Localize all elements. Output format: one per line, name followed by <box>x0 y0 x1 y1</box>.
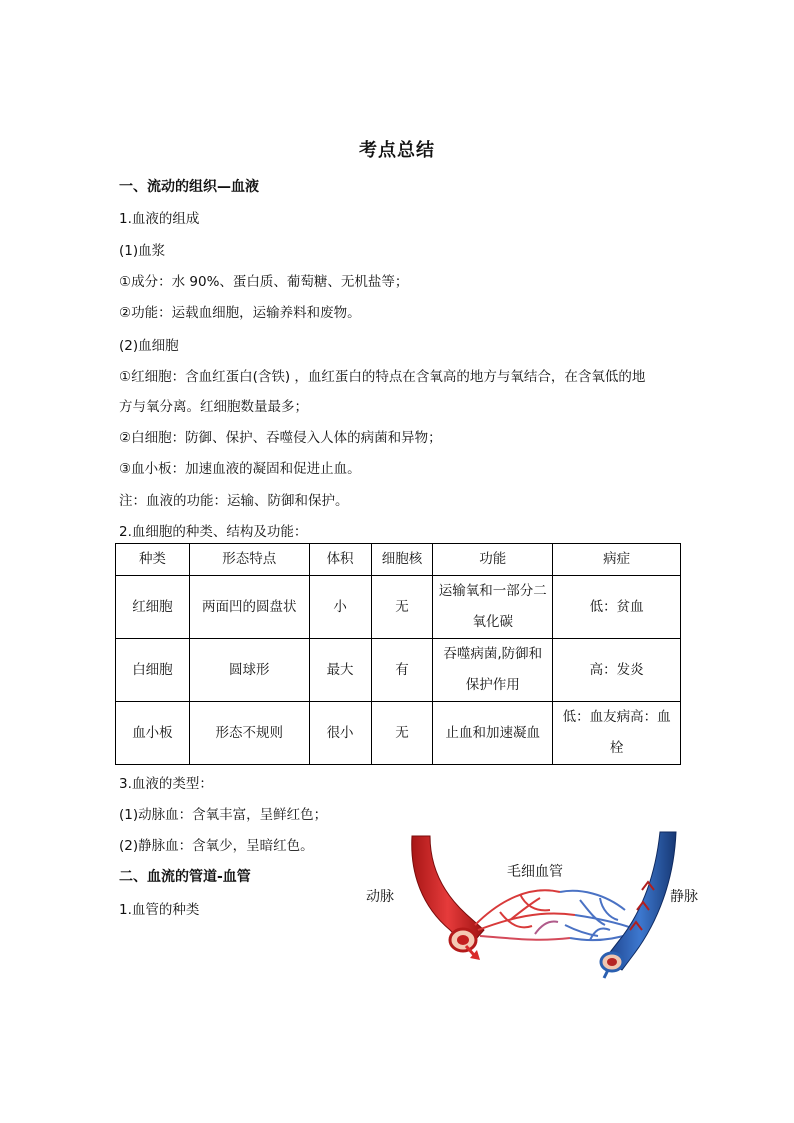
table-header-cell: 细胞核 <box>371 544 433 576</box>
vessel-illustration <box>360 830 705 980</box>
table-header-row <box>116 544 681 576</box>
section2-heading: 二、血流的管道-血管 <box>119 869 251 885</box>
artery-label: 动脉 <box>366 889 394 905</box>
table-cell: 无 <box>371 702 433 765</box>
table-row <box>116 702 681 765</box>
blood-types-heading: 3.血液的类型： <box>119 776 213 792</box>
table-cell: 运输氧和一部分二氧化碳 <box>433 576 553 639</box>
table-row <box>116 576 681 639</box>
rbc-description-line2: 方与氧分离。红细胞数量最多； <box>119 399 308 415</box>
table-cell: 高：发炎 <box>553 639 681 702</box>
table-cell: 无 <box>371 576 433 639</box>
vein-label: 静脉 <box>670 889 698 905</box>
table-cell: 吞噬病菌,防御和保护作用 <box>433 639 553 702</box>
plasma-heading: (1)血浆 <box>119 243 166 259</box>
vein-flow-arrow <box>604 970 608 978</box>
vessel-types-heading: 1.血管的种类 <box>119 902 200 918</box>
table-header-cell: 病症 <box>553 544 681 576</box>
page-title: 考点总结 <box>359 140 435 161</box>
table-cell: 有 <box>371 639 433 702</box>
vein-vessel <box>604 832 676 970</box>
table-cell: 低：血友病高：血栓 <box>553 702 681 765</box>
table-cell: 两面凹的圆盘状 <box>189 576 309 639</box>
rbc-description-line1: ①红细胞：含血红蛋白(含铁) ，血红蛋白的特点在含氧高的地方与氧结合，在含氧低的地 <box>119 369 646 385</box>
venous-blood-line: (2)静脉血：含氧少，呈暗红色。 <box>119 838 314 854</box>
wbc-description: ②白细胞：防御、保护、吞噬侵入人体的病菌和异物； <box>119 430 442 446</box>
blood-function-note: 注：血液的功能：运输、防御和保护。 <box>119 493 349 509</box>
table-cell: 白细胞 <box>116 639 190 702</box>
blood-cell-table <box>115 543 681 765</box>
table-cell: 很小 <box>309 702 371 765</box>
capillary-label: 毛细血管 <box>507 864 563 880</box>
plasma-composition: ①成分：水 90%、蛋白质、葡萄糖、无机盐等； <box>119 274 409 290</box>
capillary-network <box>475 890 632 940</box>
blood-cell-table-heading: 2.血细胞的种类、结构及功能： <box>119 524 308 540</box>
table-cell: 圆球形 <box>189 639 309 702</box>
table-cell: 最大 <box>309 639 371 702</box>
table-cell: 血小板 <box>116 702 190 765</box>
plasma-function: ②功能：运载血细胞，运输养料和废物。 <box>119 305 361 321</box>
blood-cells-heading: (2)血细胞 <box>119 338 179 354</box>
table-cell: 低：贫血 <box>553 576 681 639</box>
blood-vessel-diagram <box>360 830 705 980</box>
blood-composition-heading: 1.血液的组成 <box>119 211 200 227</box>
table-header-cell: 种类 <box>116 544 190 576</box>
table-cell: 止血和加速凝血 <box>433 702 553 765</box>
table-header-cell: 形态特点 <box>189 544 309 576</box>
section1-heading: 一、流动的组织—血液 <box>119 179 259 195</box>
table-cell: 形态不规则 <box>189 702 309 765</box>
arterial-blood-line: (1)动脉血：含氧丰富，呈鲜红色； <box>119 807 328 823</box>
platelet-description: ③血小板：加速血液的凝固和促进止血。 <box>119 461 361 477</box>
table-header-cell: 体积 <box>309 544 371 576</box>
table-cell: 小 <box>309 576 371 639</box>
table-row <box>116 639 681 702</box>
table-cell: 红细胞 <box>116 576 190 639</box>
table-header-cell: 功能 <box>433 544 553 576</box>
